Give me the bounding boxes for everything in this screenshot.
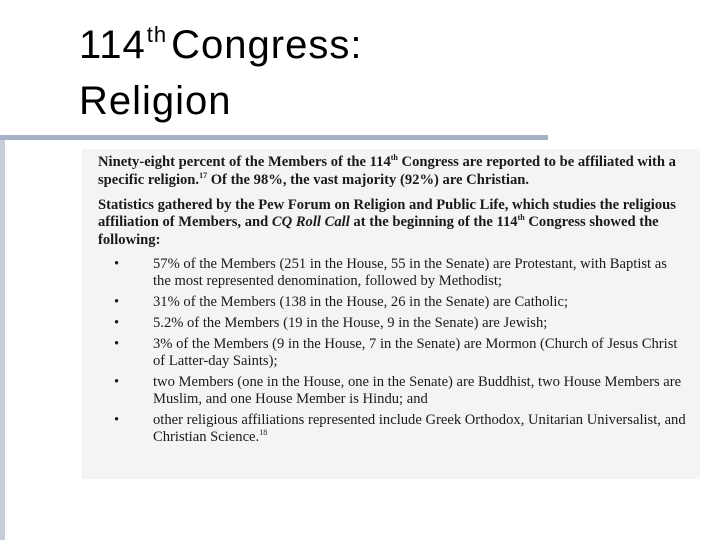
document-excerpt — [82, 149, 700, 479]
list-item: • 3% of the Members (9 in the House, 7 in the Senate) are Mormon (Church of Jesus Christ of Latter-day Saints); — [114, 336, 678, 369]
bullet: • — [114, 315, 120, 331]
religion-list — [98, 256, 686, 447]
statistics-paragraph: Statistics gathered by the Pew Forum on Religion and Public Life, which studies the religious affiliation of Members, and CQ Roll Call at the beginning of the 114th Congress showed the following: — [98, 197, 676, 248]
list-item: • two Members (one in the House, one in the Senate) are Buddhist, two House Members are Muslim, and one House Member is Hindu; and — [114, 374, 682, 407]
list-item: • other religious affiliations represented include Greek Orthodox, Unitarian Universalist, and Christian Science.$^{18}$ — [114, 412, 686, 445]
title-divider — [0, 135, 548, 140]
bullet: • — [114, 256, 120, 272]
title-rest: Congress: — [171, 23, 363, 67]
title-line-2: Religion — [79, 79, 232, 123]
footnote-ref-18: 18 — [259, 428, 268, 437]
list-item: • 57% of the Members (251 in the House, 55 in the Senate) are Protestant, with Baptist as the most represented denomination, followed by Methodist; — [114, 256, 667, 289]
left-accent-bar — [0, 140, 5, 540]
bullet: • — [114, 336, 120, 352]
list-item: • 31% of the Members (138 in the House, 26 in the Senate) are Catholic; — [114, 294, 569, 310]
title-ordinal-suffix: th — [146, 22, 168, 47]
footnote-ref-17: 17 — [199, 171, 208, 180]
bullet: • — [114, 374, 120, 390]
bullet: • — [114, 412, 120, 428]
list-item: • 5.2% of the Members (19 in the House, 9 in the Senate) are Jewish; — [114, 315, 548, 331]
publication-name: CQ Roll Call — [271, 214, 350, 230]
slide-title — [79, 20, 362, 126]
title-number: 114 — [79, 23, 146, 67]
bullet: • — [114, 294, 120, 310]
title-line-1 — [79, 20, 362, 76]
intro-paragraph: Ninety-eight percent of the Members of the 114th Congress are reported to be affiliated with a specific religion.$^{17}$ Of the 98%, the vast majority (92%) are Christian. — [98, 153, 676, 188]
